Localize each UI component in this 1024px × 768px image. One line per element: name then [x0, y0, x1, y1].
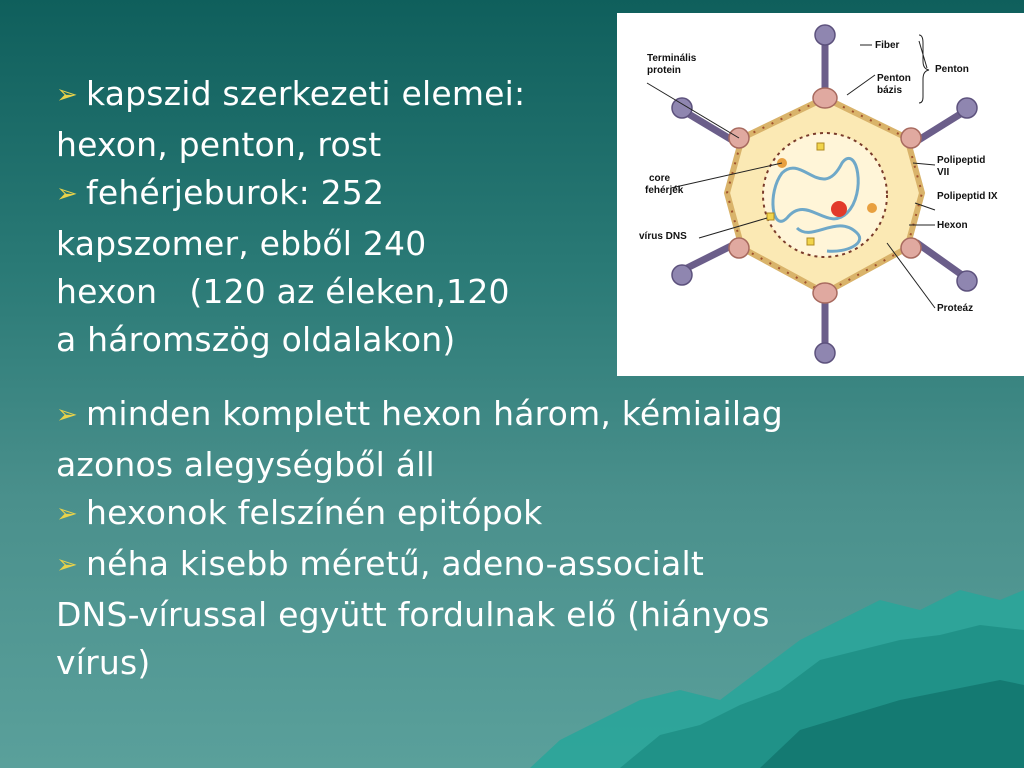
label-core-1: core [649, 173, 671, 184]
bullet-block-top [56, 70, 616, 364]
line: DNS-vírussal együtt fordulnak elő (hiányos [56, 595, 770, 634]
adenovirus-diagram [617, 13, 1024, 376]
label-core-2: fehérjék [645, 185, 684, 196]
label-dns: vírus DNS [639, 231, 687, 242]
arrow-bullet-icon: ➢ [56, 499, 78, 529]
arrow-bullet-icon: ➢ [56, 80, 78, 110]
label-hexon: Hexon [937, 220, 968, 231]
label-penton-base-2: bázis [877, 85, 903, 96]
line: a háromszög oldalakon) [56, 320, 456, 359]
arrow-bullet-icon: ➢ [56, 400, 78, 430]
label-penton-base-1: Penton [877, 73, 911, 84]
line: ➢ kapszid szerkezeti elemei: [56, 74, 526, 113]
line: ➢ fehérjeburok: 252 [56, 173, 385, 212]
line: hexon (120 az éleken,120 [56, 272, 510, 311]
label-protease: Proteáz [937, 303, 974, 314]
label-penton: Penton [935, 64, 969, 75]
bullet-block-bottom [56, 390, 996, 687]
label-terminal-2: protein [647, 65, 681, 76]
line: vírus) [56, 643, 151, 682]
label-pvii-2: VII [937, 167, 950, 178]
arrow-bullet-icon: ➢ [56, 179, 78, 209]
line: azonos alegységből áll [56, 445, 435, 484]
line: kapszomer, ebből 240 [56, 224, 427, 263]
line: ➢ néha kisebb méretű, adeno-associalt [56, 544, 704, 583]
label-pvii-1: Polipeptid [937, 155, 986, 166]
label-fiber: Fiber [875, 40, 900, 51]
label-pix: Polipeptid IX [937, 191, 998, 202]
label-terminal: Terminális [647, 53, 697, 64]
line: ➢ minden komplett hexon három, kémiailag [56, 394, 783, 433]
line: ➢ hexonok felszínén epitópok [56, 493, 543, 532]
line: hexon, penton, rost [56, 125, 382, 164]
arrow-bullet-icon: ➢ [56, 550, 78, 580]
